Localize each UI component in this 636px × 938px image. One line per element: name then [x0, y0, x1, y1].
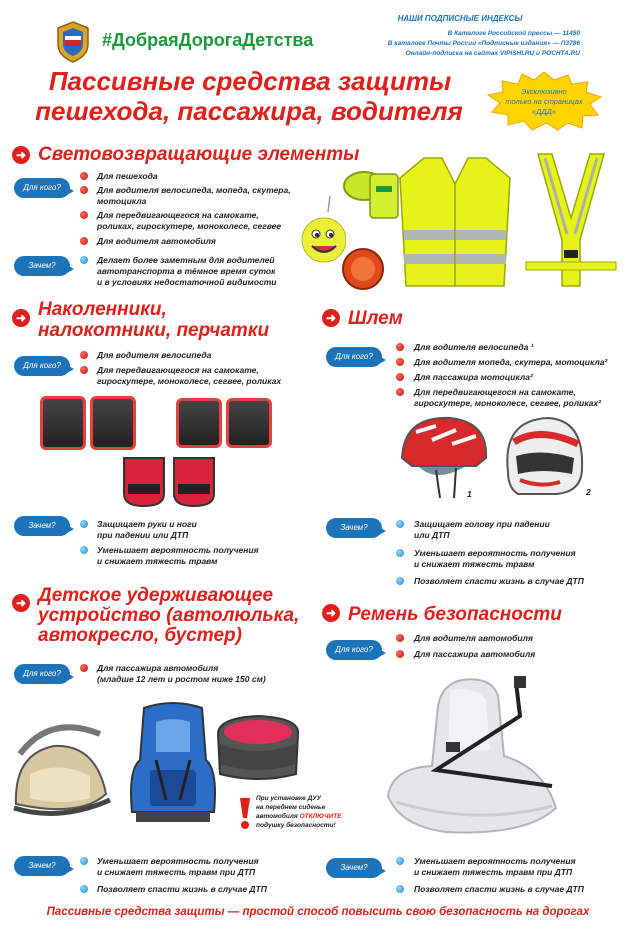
section-arrow-icon: ➜ [322, 604, 340, 622]
bullet-red-icon [396, 373, 404, 381]
who-bubble: Для кого? [326, 347, 382, 367]
list-item: Для пассажира автомобиля [97, 663, 219, 673]
warning-text: При установке ДУУ [256, 795, 322, 802]
list-item: или ДТП [414, 530, 450, 540]
list-item: Защищает голову при падении [414, 519, 550, 529]
exclusive-badge [484, 70, 604, 132]
subscription-title: НАШИ ПОДПИСНЫЕ ИНДЕКСЫ [397, 14, 523, 23]
list-item: Для передвигающегося на самокате, [414, 387, 576, 397]
subscription-line: В каталоге Почты России «Подписные издания» — П3786 [387, 40, 580, 47]
list-item: Защищает руки и ноги [97, 519, 197, 529]
list-item: Уменьшает вероятность получения [97, 856, 259, 866]
bullet-red-icon [80, 211, 88, 219]
list-item: Уменьшает вероятность получения [414, 548, 576, 558]
baby-carrier-image [10, 714, 120, 824]
page-title: пешехода, пассажира, водителя [35, 96, 463, 126]
list-item: Для водителя велосипеда ¹ [414, 342, 534, 352]
bullet-red-icon [80, 351, 88, 359]
list-item: и снижает тяжесть травм при ДТП [414, 867, 573, 877]
seat-belt-image [376, 676, 576, 842]
bullet-red-icon [80, 664, 88, 672]
list-item: Для водителя мопеда, скутера, мотоцикла² [414, 357, 608, 367]
list-item: Для пассажира мотоцикла² [414, 372, 533, 382]
list-item: Позволяет спасти жизнь в случае ДТП [97, 884, 267, 894]
list-item: и снижает тяжесть травм при ДТП [97, 867, 256, 877]
section-arrow-icon: ➜ [12, 594, 30, 612]
section-title: автокресло, бустер) [38, 625, 242, 646]
elbow-pad-image [176, 398, 222, 448]
knee-pad-image [40, 396, 86, 450]
bullet-blue-icon [396, 857, 404, 865]
list-item: Позволяет спасти жизнь в случае ДТП [414, 884, 584, 894]
section-title: налокотники, перчатки [38, 320, 270, 341]
reflective-vest-image [392, 154, 518, 290]
list-item: гироскутере, моноколесе, сегвее, роликах² [414, 398, 601, 408]
why-bubble: Зачем? [326, 518, 382, 538]
list-item: Для пассажира автомобиля [414, 649, 536, 659]
section-title: Наколенники, [38, 299, 167, 320]
subscription-line: В Каталоге Российской прессы — 11450 [447, 30, 580, 37]
list-item: гироскутере, моноколесе, сегвее, роликах [97, 376, 282, 386]
bullet-blue-icon [80, 885, 88, 893]
list-item: мотоцикла [97, 196, 147, 206]
list-item: (младше 12 лет и ростом ниже 150 см) [97, 674, 266, 684]
bullet-blue-icon [80, 520, 88, 528]
bullet-red-icon [396, 358, 404, 366]
booster-seat-image [210, 704, 306, 788]
bullet-blue-icon [396, 577, 404, 585]
who-bubble: Для кого? [14, 664, 70, 684]
who-bubble: Для кого? [14, 178, 70, 198]
section-arrow-icon: ➜ [322, 309, 340, 327]
list-item: и в условиях недостаточной видимости [97, 277, 277, 287]
list-item: Уменьшает вероятность получения [414, 856, 576, 866]
list-item: автотранспорта в тёмное время суток [97, 266, 276, 276]
list-item: и снижает тяжесть травм [414, 559, 535, 569]
bullet-red-icon [80, 172, 88, 180]
bullet-blue-icon [396, 520, 404, 528]
knee-pad-image [90, 396, 136, 450]
badge-text: Эксклюзивно [521, 87, 567, 96]
bicycle-helmet-image [396, 410, 492, 500]
moto-helmet-image [500, 412, 586, 498]
badge-text: только на страницах [505, 97, 583, 106]
car-seat-image [126, 700, 220, 826]
helmet-number: 2 [586, 487, 591, 497]
warning-text: на переднем сиденье [256, 804, 326, 811]
section-arrow-icon: ➜ [12, 146, 30, 164]
bullet-red-icon [80, 186, 88, 194]
why-bubble: Зачем? [14, 516, 70, 536]
warning-icon [238, 796, 252, 830]
bullet-red-icon [396, 650, 404, 658]
elbow-pad-image [226, 398, 272, 448]
bullet-blue-icon [80, 546, 88, 554]
bullet-blue-icon [80, 256, 88, 264]
helmet-number: 1 [467, 489, 472, 499]
why-bubble: Зачем? [14, 256, 70, 276]
section-title: Детское удерживающее [38, 585, 274, 606]
who-bubble: Для кого? [14, 356, 70, 376]
section-title: устройство (автолюлька, [38, 605, 300, 626]
page-title: Пассивные средства защиты [48, 66, 452, 96]
bullet-red-icon [80, 237, 88, 245]
red-reflector-image [338, 246, 388, 292]
section-title: Световозвращающие элементы [38, 144, 360, 165]
section-arrow-icon: ➜ [12, 309, 30, 327]
who-bubble: Для кого? [326, 640, 382, 660]
list-item: и снижает тяжесть травм [97, 556, 218, 566]
list-item: Уменьшает вероятность получения [97, 545, 259, 555]
why-bubble: Зачем? [326, 858, 382, 878]
bullet-red-icon [396, 343, 404, 351]
warning-text-part: автомобиля [256, 813, 300, 820]
bullet-blue-icon [396, 885, 404, 893]
logo-emblem [54, 20, 92, 64]
bullet-blue-icon [80, 857, 88, 865]
list-item: Делает более заметным для водителей [97, 255, 275, 265]
list-item: Для пешехода [97, 171, 158, 181]
warning-text: подушку безопасности! [256, 822, 336, 829]
list-item: Для водителя автомобиля [414, 633, 533, 643]
bullet-red-icon [396, 634, 404, 642]
list-item: Позволяет спасти жизнь в случае ДТП [414, 576, 584, 586]
section-title: Шлем [348, 308, 403, 329]
brand-hashtag: #ДобраяДорогаДетства [102, 30, 314, 50]
reflective-harness-image [522, 150, 620, 290]
list-item: Для передвигающегося на самокате, [97, 365, 259, 375]
subscription-line: Онлайн-подписка на сайтах VIPISHI.RU и POCHTA.RU [405, 50, 580, 57]
bullet-blue-icon [396, 549, 404, 557]
footer-slogan: Пассивные средства защиты — простой способ повысить свою безопасность на дорогах [46, 906, 590, 918]
list-item: Для водителя велосипеда [97, 350, 212, 360]
gloves-image [120, 454, 220, 510]
section-title: Ремень безопасности [348, 604, 562, 625]
list-item: Для водителя велосипеда, мопеда, скутера, [97, 185, 291, 195]
list-item: роликах, гироскутере, моноколесе, сегвее [97, 221, 282, 231]
warning-highlight: ОТКЛЮЧИТЕ [299, 813, 342, 820]
list-item: при падении или ДТП [97, 530, 189, 540]
warning-text [256, 813, 342, 820]
bullet-red-icon [396, 388, 404, 396]
badge-text: «ДДД» [531, 107, 557, 116]
list-item: Для передвигающегося на самокате, [97, 210, 259, 220]
list-item: Для водителя автомобиля [97, 236, 216, 246]
bullet-red-icon [80, 366, 88, 374]
why-bubble: Зачем? [14, 856, 70, 876]
